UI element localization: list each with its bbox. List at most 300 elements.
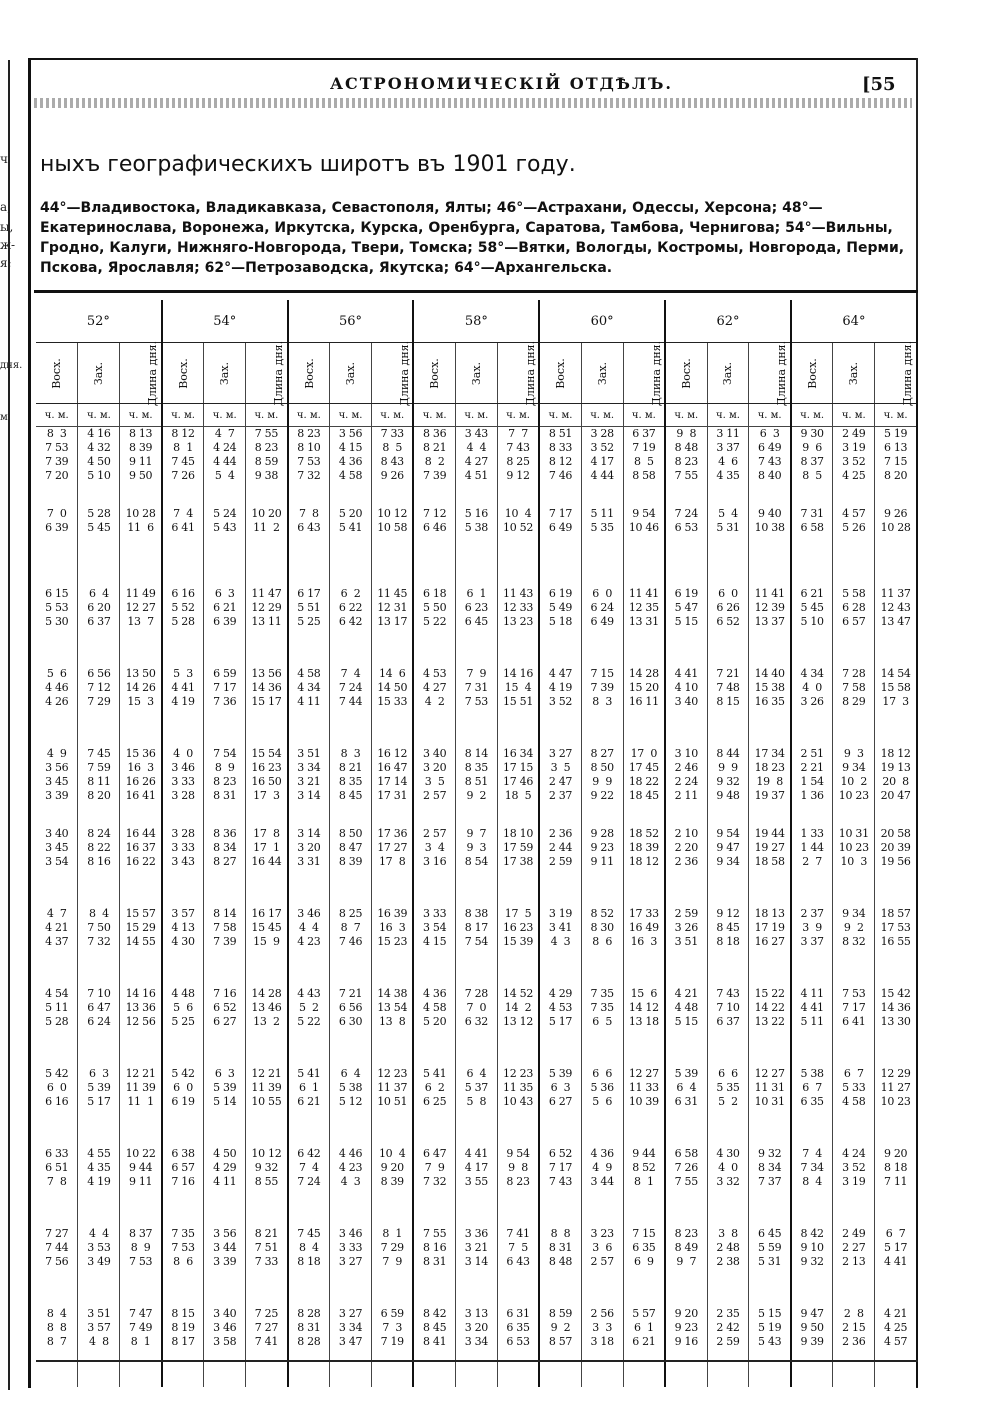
table-cell: 7 8 6 43 (288, 507, 330, 587)
table-cell: 5 58 6 28 6 57 (833, 587, 875, 667)
table-cell: 3 8 2 48 2 38 (707, 1227, 749, 1307)
table-cell: 11 41 12 35 13 31 (623, 587, 665, 667)
table-cell: 18 13 17 19 16 27 (749, 907, 791, 987)
table-top-rule (34, 290, 918, 293)
margin-fragment: а; (0, 200, 12, 214)
table-cell: 3 57 4 13 4 30 (162, 907, 204, 987)
column-header-label: Восх. (805, 357, 819, 389)
table-cell: 8 1 7 29 7 9 (372, 1227, 414, 1307)
table-cell: 6 18 5 50 5 22 (413, 587, 455, 667)
table-cell: 14 38 13 54 13 8 (372, 987, 414, 1067)
table-cell: 6 42 7 4 7 24 (288, 1147, 330, 1227)
table-row (36, 1307, 917, 1387)
table-cell: 2 49 3 19 3 52 4 25 (833, 427, 875, 508)
column-header-label: Длина дня. (775, 340, 789, 406)
table-cell: 14 54 15 58 17 3 (875, 667, 917, 747)
table-cell: 3 28 3 33 3 43 (162, 827, 204, 907)
table-cell: 5 19 6 13 7 15 8 20 (875, 427, 917, 508)
table-cell: 8 59 9 2 8 57 (539, 1307, 581, 1387)
table-row (36, 427, 917, 508)
table-cell: 9 44 8 52 8 1 (623, 1147, 665, 1227)
table-cell: 3 56 3 44 3 39 (204, 1227, 246, 1307)
column-header (539, 343, 581, 404)
column-header (204, 343, 246, 404)
table-cell: 8 51 8 33 8 12 7 46 (539, 427, 581, 508)
table-row (36, 587, 917, 667)
table-row (36, 667, 917, 747)
unit-header: ч. м. (162, 404, 204, 427)
unit-header: ч. м. (581, 404, 623, 427)
table-cell: 5 16 5 38 (455, 507, 497, 587)
table-cell: 7 12 6 46 (413, 507, 455, 587)
unit-header: ч. м. (875, 404, 917, 427)
table-cell: 4 54 5 11 5 28 (36, 987, 78, 1067)
column-header (455, 343, 497, 404)
table-cell: 8 28 8 31 8 28 (288, 1307, 330, 1387)
table-cell: 3 46 3 33 3 27 (330, 1227, 372, 1307)
table-cell: 9 26 10 28 (875, 507, 917, 587)
table-cell: 7 27 7 44 7 56 (36, 1227, 78, 1307)
table-cell: 7 7 7 43 8 25 9 12 (497, 427, 539, 508)
table-cell: 15 6 14 12 13 18 (623, 987, 665, 1067)
table-cell: 1 33 1 44 2 7 (791, 827, 833, 907)
table-cell: 6 56 7 12 7 29 (78, 667, 120, 747)
table-cell: 8 8 8 31 8 48 (539, 1227, 581, 1307)
unit-header: ч. м. (539, 404, 581, 427)
table-cell: 12 29 11 27 10 23 (875, 1067, 917, 1147)
table-cell: 4 47 4 19 3 52 (539, 667, 581, 747)
table-cell: 8 3 8 21 8 35 8 45 (330, 747, 372, 827)
table-cell: 16 44 16 37 16 22 (120, 827, 162, 907)
table-cell: 7 41 7 5 6 43 (497, 1227, 539, 1307)
column-header (78, 343, 120, 404)
latitude-header: 54° (162, 300, 288, 343)
table-cell: 3 56 4 15 4 36 4 58 (330, 427, 372, 508)
column-header (665, 343, 707, 404)
table-cell: 2 56 3 3 3 18 (581, 1307, 623, 1387)
table-cell: 7 4 7 34 8 4 (791, 1147, 833, 1227)
table-cell: 9 20 9 23 9 16 (665, 1307, 707, 1387)
column-header-label: Длина дня. (901, 340, 915, 406)
table-cell: 14 52 14 2 13 12 (497, 987, 539, 1067)
table-cell: 12 27 11 33 10 39 (623, 1067, 665, 1147)
table-cell: 9 54 9 8 8 23 (497, 1147, 539, 1227)
column-header-label: Зах. (721, 361, 735, 385)
table-cell: 6 38 6 57 7 16 (162, 1147, 204, 1227)
column-header (372, 340, 414, 406)
table-cell: 3 27 3 34 3 47 (330, 1307, 372, 1387)
table-cell: 3 51 3 57 4 8 (78, 1307, 120, 1387)
column-header-label: Восх. (302, 357, 316, 389)
table-cell: 6 3 5 39 5 17 (78, 1067, 120, 1147)
table-cell: 5 6 4 46 4 26 (36, 667, 78, 747)
table-cell: 10 4 9 20 8 39 (372, 1147, 414, 1227)
table-cell: 5 42 6 0 6 19 (162, 1067, 204, 1147)
column-header-label: Длина дня. (146, 340, 160, 406)
table-cell: 6 19 5 47 5 15 (665, 587, 707, 667)
table-cell: 8 21 7 51 7 33 (246, 1227, 288, 1307)
table-cell: 10 12 10 58 (372, 507, 414, 587)
table-cell: 6 3 5 39 5 14 (204, 1067, 246, 1147)
table-cell: 4 9 3 56 3 45 3 39 (36, 747, 78, 827)
table-cell: 6 4 5 37 5 8 (455, 1067, 497, 1147)
table-cell: 2 35 2 42 2 59 (707, 1307, 749, 1387)
unit-header: ч. м. (120, 404, 162, 427)
table-cell: 3 43 4 4 4 27 4 51 (455, 427, 497, 508)
table-cell: 7 55 8 16 8 31 (413, 1227, 455, 1307)
table-cell: 9 8 8 48 8 23 7 55 (665, 427, 707, 508)
table-cell: 9 54 10 46 (623, 507, 665, 587)
sunrise-sunset-table (36, 300, 918, 1387)
column-header-label: Длина дня. (398, 340, 412, 406)
table-cell: 14 28 15 20 16 11 (623, 667, 665, 747)
table-cell: 8 4 8 8 8 7 (36, 1307, 78, 1387)
table-cell: 2 51 2 21 1 54 1 36 (791, 747, 833, 827)
unit-header: ч. м. (246, 404, 288, 427)
table-cell: 17 33 16 49 16 3 (623, 907, 665, 987)
margin-fragment: ч (0, 152, 8, 166)
table-cell: 9 30 9 6 8 37 8 5 (791, 427, 833, 508)
table-cell: 18 52 18 39 18 12 (623, 827, 665, 907)
table-cell: 5 24 5 43 (204, 507, 246, 587)
column-header (623, 340, 665, 406)
table-cell: 10 12 9 32 8 55 (246, 1147, 288, 1227)
latitude-header: 56° (288, 300, 414, 343)
table-cell: 6 7 5 17 4 41 (875, 1227, 917, 1307)
table-cell: 6 59 7 3 7 19 (372, 1307, 414, 1387)
unit-header: ч. м. (665, 404, 707, 427)
column-header-label: Восх. (553, 357, 567, 389)
table-cell: 16 39 16 3 15 23 (372, 907, 414, 987)
table-cell: 6 7 5 33 4 58 (833, 1067, 875, 1147)
table-cell: 14 28 13 46 13 2 (246, 987, 288, 1067)
table-cell: 12 23 11 37 10 51 (372, 1067, 414, 1147)
column-header-label: Зах. (344, 361, 358, 385)
table-cell: 6 33 6 51 7 8 (36, 1147, 78, 1227)
table-cell: 19 44 19 27 18 58 (749, 827, 791, 907)
column-header (833, 343, 875, 404)
unit-header: ч. м. (204, 404, 246, 427)
table-cell: 8 23 8 10 7 53 7 32 (288, 427, 330, 508)
table-cell: 7 16 6 52 6 27 (204, 987, 246, 1067)
unit-header: ч. м. (36, 404, 78, 427)
table-cell: 6 4 6 20 6 37 (78, 587, 120, 667)
table-cell: 15 42 14 36 13 30 (875, 987, 917, 1067)
column-header-label: Зах. (847, 361, 861, 385)
column-header (36, 343, 78, 404)
column-header-label: Восх. (176, 357, 190, 389)
table-cell: 3 51 3 34 3 21 3 14 (288, 747, 330, 827)
table-cell: 6 6 5 36 5 6 (581, 1067, 623, 1147)
table-cell: 6 0 6 24 6 49 (581, 587, 623, 667)
table-cell: 6 16 5 52 5 28 (162, 587, 204, 667)
top-border (28, 58, 918, 60)
table-cell: 4 53 4 27 4 2 (413, 667, 455, 747)
unit-header: ч. м. (78, 404, 120, 427)
column-header (413, 343, 455, 404)
table-cell: 8 52 8 30 8 6 (581, 907, 623, 987)
latitude-header: 62° (665, 300, 791, 343)
table-cell: 4 7 4 21 4 37 (36, 907, 78, 987)
table-cell: 2 37 3 9 3 37 (791, 907, 833, 987)
table-cell: 9 47 9 50 9 39 (791, 1307, 833, 1387)
table-cell: 7 55 8 23 8 59 9 38 (246, 427, 288, 508)
table-cell: 5 57 6 1 6 21 (623, 1307, 665, 1387)
table-cell: 6 6 5 35 5 2 (707, 1067, 749, 1147)
table-cell: 9 20 8 18 7 11 (875, 1147, 917, 1227)
table-cell: 13 50 14 26 15 3 (120, 667, 162, 747)
table-cell: 15 54 16 23 16 50 17 3 (246, 747, 288, 827)
column-header-label: Восх. (50, 357, 64, 389)
table-cell: 11 49 12 27 13 7 (120, 587, 162, 667)
table-cell: 7 4 7 24 7 44 (330, 667, 372, 747)
table-cell: 9 7 9 3 8 54 (455, 827, 497, 907)
column-header-label: Восх. (428, 357, 442, 389)
table-cell: 9 54 9 47 9 34 (707, 827, 749, 907)
table-cell: 8 25 8 7 7 46 (330, 907, 372, 987)
table-cell: 7 43 7 10 6 37 (707, 987, 749, 1067)
unit-header: ч. м. (833, 404, 875, 427)
column-header-label: Длина дня. (272, 340, 286, 406)
table-cell: 8 12 8 1 7 45 7 26 (162, 427, 204, 508)
table-cell: 5 41 6 1 6 21 (288, 1067, 330, 1147)
table-cell: 15 22 14 22 13 22 (749, 987, 791, 1067)
column-header (330, 343, 372, 404)
table-cell: 4 21 4 48 5 15 (665, 987, 707, 1067)
table-cell: 2 57 3 4 3 16 (413, 827, 455, 907)
table-cell: 3 46 4 4 4 23 (288, 907, 330, 987)
table-cell: 15 57 15 29 14 55 (120, 907, 162, 987)
table-cell: 3 23 3 6 2 57 (581, 1227, 623, 1307)
table-cell: 7 45 8 4 8 18 (288, 1227, 330, 1307)
table-cell: 7 15 6 35 6 9 (623, 1227, 665, 1307)
table-cell: 4 58 4 34 4 11 (288, 667, 330, 747)
table-cell: 4 46 4 23 4 3 (330, 1147, 372, 1227)
table-cell: 4 30 4 0 3 32 (707, 1147, 749, 1227)
table-cell: 4 43 5 2 5 22 (288, 987, 330, 1067)
column-header (162, 343, 204, 404)
table-cell: 9 34 9 2 8 32 (833, 907, 875, 987)
table-cell: 12 21 11 39 11 1 (120, 1067, 162, 1147)
table-subtitle: ныхъ географическихъ широтъ въ 1901 году. (40, 152, 576, 177)
table-cell: 13 56 14 36 15 17 (246, 667, 288, 747)
table-cell: 8 14 8 35 8 51 9 2 (455, 747, 497, 827)
table-cell: 3 40 3 45 3 54 (36, 827, 78, 907)
table-cell: 17 5 16 23 15 39 (497, 907, 539, 987)
table-cell: 14 6 14 50 15 33 (372, 667, 414, 747)
table-cell: 6 47 7 9 7 32 (413, 1147, 455, 1227)
table-cell: 5 39 6 4 6 31 (665, 1067, 707, 1147)
column-header (749, 340, 791, 406)
table-cell: 9 40 10 38 (749, 507, 791, 587)
table-cell: 20 58 20 39 19 56 (875, 827, 917, 907)
table-cell: 6 1 6 23 6 45 (455, 587, 497, 667)
table-cell: 8 23 8 49 9 7 (665, 1227, 707, 1307)
page-number: [55 (862, 74, 896, 95)
table-cell: 14 40 15 38 16 35 (749, 667, 791, 747)
table-cell: 6 59 7 17 7 36 (204, 667, 246, 747)
table-cell: 6 58 7 26 7 55 (665, 1147, 707, 1227)
table-cell: 16 17 15 45 15 9 (246, 907, 288, 987)
table-cell: 3 13 3 20 3 34 (455, 1307, 497, 1387)
table-cell: 10 4 10 52 (497, 507, 539, 587)
table-row (36, 507, 917, 587)
column-header-label: Восх. (679, 357, 693, 389)
table-cell: 2 49 2 27 2 13 (833, 1227, 875, 1307)
table-cell: 8 36 8 21 8 2 7 39 (413, 427, 455, 508)
table-cell: 7 47 7 49 8 1 (120, 1307, 162, 1387)
table-cell: 7 21 6 56 6 30 (330, 987, 372, 1067)
table-cell: 11 47 12 29 13 11 (246, 587, 288, 667)
table-cell: 11 43 12 33 13 23 (497, 587, 539, 667)
table-cell: 10 22 9 44 9 11 (120, 1147, 162, 1227)
table-cell: 4 16 4 32 4 50 5 10 (78, 427, 120, 508)
margin-fragment: я; (0, 256, 12, 270)
table-row (36, 1227, 917, 1307)
latitude-legend: 44°—Владивостока, Владикавказа, Севастополя, Ялты; 46°—Астрахани, Одессы, Херсона; 48°—Екатеринослава, Воронежа, Иркутска, Курска, Оренбурга, Саратова, Тамбова, Чернигова; 54°—Вильны, Гродно, Калуги, Нижняго-Новгорода, Твери, Томска; 58°—Вятки, Вологды, Костромы, Новгорода, Перми, Пскова, Ярославля; 62°—Петрозаводска, Якутска; 64°—Архангельска. (40, 200, 905, 276)
table-cell: 4 24 3 52 3 19 (833, 1147, 875, 1227)
table-cell: 7 17 6 49 (539, 507, 581, 587)
margin-fragment: м. (0, 412, 11, 423)
table-cell: 6 31 6 35 6 53 (497, 1307, 539, 1387)
table-cell: 7 33 8 5 8 43 9 26 (372, 427, 414, 508)
table-cell: 17 0 17 45 18 22 18 45 (623, 747, 665, 827)
table-row (36, 1067, 917, 1147)
table-cell: 18 57 17 53 16 55 (875, 907, 917, 987)
table-cell: 3 14 3 20 3 31 (288, 827, 330, 907)
table-cell: 6 2 6 22 6 42 (330, 587, 372, 667)
margin-fragment: дня. (0, 360, 23, 371)
table-cell: 7 10 6 47 6 24 (78, 987, 120, 1067)
latitude-header: 58° (413, 300, 539, 343)
table-cell: 16 34 17 15 17 46 18 5 (497, 747, 539, 827)
table-cell: 8 24 8 22 8 16 (78, 827, 120, 907)
latitude-header: 60° (539, 300, 665, 343)
column-header-label: Длина дня. (649, 340, 663, 406)
table-cell: 10 20 11 2 (246, 507, 288, 587)
table-cell: 3 33 3 54 4 15 (413, 907, 455, 987)
table-cell: 11 45 12 31 13 17 (372, 587, 414, 667)
table-cell: 14 16 15 4 15 51 (497, 667, 539, 747)
table-cell: 3 27 3 5 2 47 2 37 (539, 747, 581, 827)
left-border (28, 58, 31, 1388)
table-cell: 7 25 7 27 7 41 (246, 1307, 288, 1387)
unit-header: ч. м. (749, 404, 791, 427)
table-cell: 5 11 5 35 (581, 507, 623, 587)
table-cell: 9 28 9 23 9 11 (581, 827, 623, 907)
table-cell: 2 10 2 20 2 36 (665, 827, 707, 907)
table-cell: 7 15 7 39 8 3 (581, 667, 623, 747)
table-cell: 3 19 3 41 4 3 (539, 907, 581, 987)
table-cell: 4 41 4 17 3 55 (455, 1147, 497, 1227)
table-cell: 7 35 7 35 6 5 (581, 987, 623, 1067)
table-cell: 6 17 5 51 5 25 (288, 587, 330, 667)
table-cell: 6 52 7 17 7 43 (539, 1147, 581, 1227)
table-bottom-rule (36, 1360, 918, 1362)
latitude-header: 64° (791, 300, 917, 343)
table-cell: 4 50 4 29 4 11 (204, 1147, 246, 1227)
table-cell: 18 10 17 59 17 38 (497, 827, 539, 907)
table-cell: 5 41 6 2 6 25 (413, 1067, 455, 1147)
table-cell: 8 13 8 39 9 11 9 50 (120, 427, 162, 508)
table-cell: 7 0 6 39 (36, 507, 78, 587)
table-cell: 17 8 17 1 16 44 (246, 827, 288, 907)
table-cell: 8 14 7 58 7 39 (204, 907, 246, 987)
unit-header: ч. м. (288, 404, 330, 427)
table-cell: 7 24 6 53 (665, 507, 707, 587)
table-cell: 2 36 2 44 2 59 (539, 827, 581, 907)
table-cell: 5 38 6 7 6 35 (791, 1067, 833, 1147)
unit-header: ч. м. (707, 404, 749, 427)
table-cell: 18 12 19 13 20 8 20 47 (875, 747, 917, 827)
column-header-label: Длина дня. (523, 340, 537, 406)
table-cell: 8 15 8 19 8 17 (162, 1307, 204, 1387)
table-cell: 6 4 5 38 5 12 (330, 1067, 372, 1147)
column-header-label: Зах. (595, 361, 609, 385)
unit-header: ч. м. (623, 404, 665, 427)
table-row (36, 987, 917, 1067)
column-header (288, 343, 330, 404)
table-cell: 7 35 7 53 8 6 (162, 1227, 204, 1307)
table-cell: 9 12 8 45 8 18 (707, 907, 749, 987)
table-cell: 8 3 7 53 7 39 7 20 (36, 427, 78, 508)
table-cell: 4 55 4 35 4 19 (78, 1147, 120, 1227)
table-row (36, 1147, 917, 1227)
table-cell: 12 23 11 35 10 43 (497, 1067, 539, 1147)
table-cell: 7 54 8 9 8 23 8 31 (204, 747, 246, 827)
table-cell: 6 21 5 45 5 10 (791, 587, 833, 667)
column-header (791, 343, 833, 404)
table-cell: 11 37 12 43 13 47 (875, 587, 917, 667)
table-cell: 7 31 6 58 (791, 507, 833, 587)
latitude-header: 52° (36, 300, 162, 343)
table-cell: 4 34 4 0 3 26 (791, 667, 833, 747)
table-row (36, 747, 917, 827)
table-cell: 17 36 17 27 17 8 (372, 827, 414, 907)
table-cell: 7 4 6 41 (162, 507, 204, 587)
table-cell: 9 3 9 34 10 2 10 23 (833, 747, 875, 827)
table-cell: 3 10 2 46 2 24 2 11 (665, 747, 707, 827)
column-header-label: Зах. (92, 361, 106, 385)
table-cell: 6 19 5 49 5 18 (539, 587, 581, 667)
table-cell: 3 40 3 46 3 58 (204, 1307, 246, 1387)
table-cell: 12 21 11 39 10 55 (246, 1067, 288, 1147)
table-cell: 7 28 7 58 8 29 (833, 667, 875, 747)
table-cell: 6 0 6 26 6 52 (707, 587, 749, 667)
column-header-label: Зах. (469, 361, 483, 385)
column-header (120, 340, 162, 406)
column-header (246, 340, 288, 406)
table-cell: 5 4 5 31 (707, 507, 749, 587)
column-header (875, 340, 917, 406)
table-cell: 3 28 3 52 4 17 4 44 (581, 427, 623, 508)
table-cell: 8 37 8 9 7 53 (120, 1227, 162, 1307)
table-cell: 5 15 5 19 5 43 (749, 1307, 791, 1387)
table-cell: 5 28 5 45 (78, 507, 120, 587)
header-ornament (34, 98, 912, 108)
table-cell: 10 31 10 23 10 3 (833, 827, 875, 907)
table-cell: 17 34 18 23 19 8 19 37 (749, 747, 791, 827)
table-cell: 4 41 4 10 3 40 (665, 667, 707, 747)
table-cell: 8 44 9 9 9 32 9 48 (707, 747, 749, 827)
unit-header: ч. м. (330, 404, 372, 427)
table-cell: 3 11 3 37 4 6 4 35 (707, 427, 749, 508)
column-header (581, 343, 623, 404)
margin-fragment: ы, (0, 220, 14, 234)
table-cell: 4 21 4 25 4 57 (875, 1307, 917, 1387)
table-cell: 4 0 3 46 3 33 3 28 (162, 747, 204, 827)
table-cell: 5 42 6 0 6 16 (36, 1067, 78, 1147)
